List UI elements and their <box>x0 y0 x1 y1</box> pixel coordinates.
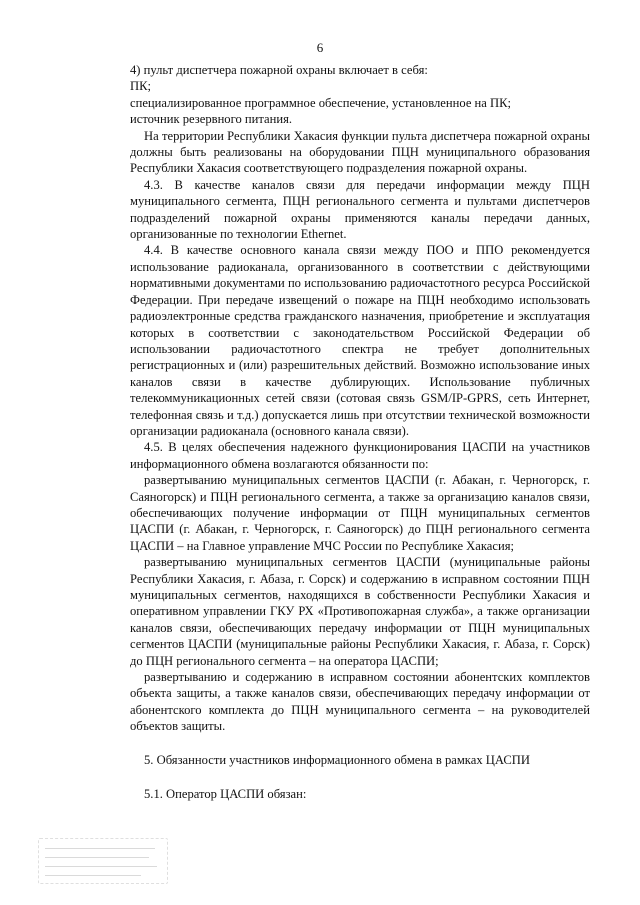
obligation-item: развертыванию муниципальных сегментов ЦАСПИ (муниципальные районы Республики Хакасия, г. Абаза, г. Сорск) и содержанию в исправном состоянии ПЦН муниципальных сегментов, находящихся в собственности Республики Хакасия и оперативном управлении ГКУ РХ «Противопожарная служба», а также организации каналов связи, обеспечивающих передачу информации от ПЦН муниципальных сегментов ЦАСПИ (муниципальные районы Республики Хакасия, г. Абаза, г. Сорск) до ПЦН регионального сегмента – на оператора ЦАСПИ; <box>130 555 590 668</box>
paragraph-4-4: 4.4. В качестве основного канала связи между ПОО и ППО рекомендуется использование радиоканала, организованного в соответствии с действующими нормативными документами по использованию радиочастотного ресурса Российской Федерации. При передаче извещений о пожаре на ПЦН необходимо использовать радиоэлектронные средства гражданского назначения, приобретение и эксплуатация которых в соответствии с законодательством Российской Федерации об использовании радиочастотного спектра не требует дополнительных регистрационных и (или) разрешительных действий. Возможно использование иных каналов связи в качестве дублирующих. Использование публичных телекоммуникационных сетей связи (сотовая связь GSM/IP-GPRS, сеть Интернет, телефонная связь и т.д.) допускается лишь при отсутствии технической возможности организации радиоканала (основного канала связи). <box>130 243 590 438</box>
list-intro: 4) пульт диспетчера пожарной охраны включает в себя: <box>130 63 428 77</box>
subsection-heading: 5.1. Оператор ЦАСПИ обязан: <box>144 787 307 802</box>
obligation-item: развертыванию и содержанию в исправном состоянии абонентских комплектов объекта защиты, а также каналов связи, обеспечивающих передачу информации от абонентского комплекта до ПЦН муниципального сегмента – на руководителей объектов защиты. <box>130 670 590 734</box>
page-number: 6 <box>316 40 324 55</box>
list-item: источник резервного питания. <box>130 112 293 127</box>
paragraph: На территории Республики Хакасия функции пульта диспетчера пожарной охраны должны быть реализованы на оборудовании ПЦН муниципального образования Республики Хакасия соответствующего подразделения пожарной охраны. <box>130 128 590 176</box>
faded-stamp <box>38 838 168 884</box>
paragraph-4-3: 4.3. В качестве каналов связи для передачи информации между ПЦН муниципального сегмента, ПЦН регионального сегмента и пультами диспетчеров подразделений пожарной охраны применяются каналы передачи данных, организованные по технологии Ethernet. <box>130 177 590 242</box>
section-heading: 5. Обязанности участников информационного обмена в рамках ЦАСПИ <box>144 752 530 767</box>
obligation-item: развертыванию муниципальных сегментов ЦАСПИ (г. Абакан, г. Черногорск, г. Саяногорск) и ПЦН регионального сегмента, а также за организацию каналов связи, обеспечивающих получение информации от ПЦН муниципальных сегментов ЦАСПИ (г. Абакан, г. Черногорск, г. Саяногорск) до ПЦН регионального сегмента ЦАСПИ – на Главное управление МЧС России по Республике Хакасия; <box>130 473 590 553</box>
paragraph-4-5: 4.5. В целях обеспечения надежного функционирования ЦАСПИ на участников информационного обмена возлагаются обязанности по: <box>130 440 590 471</box>
list-item: специализированное программное обеспечение, установленное на ПК; <box>130 95 512 110</box>
list-item: ПК; <box>130 79 151 94</box>
document-body <box>130 62 590 802</box>
